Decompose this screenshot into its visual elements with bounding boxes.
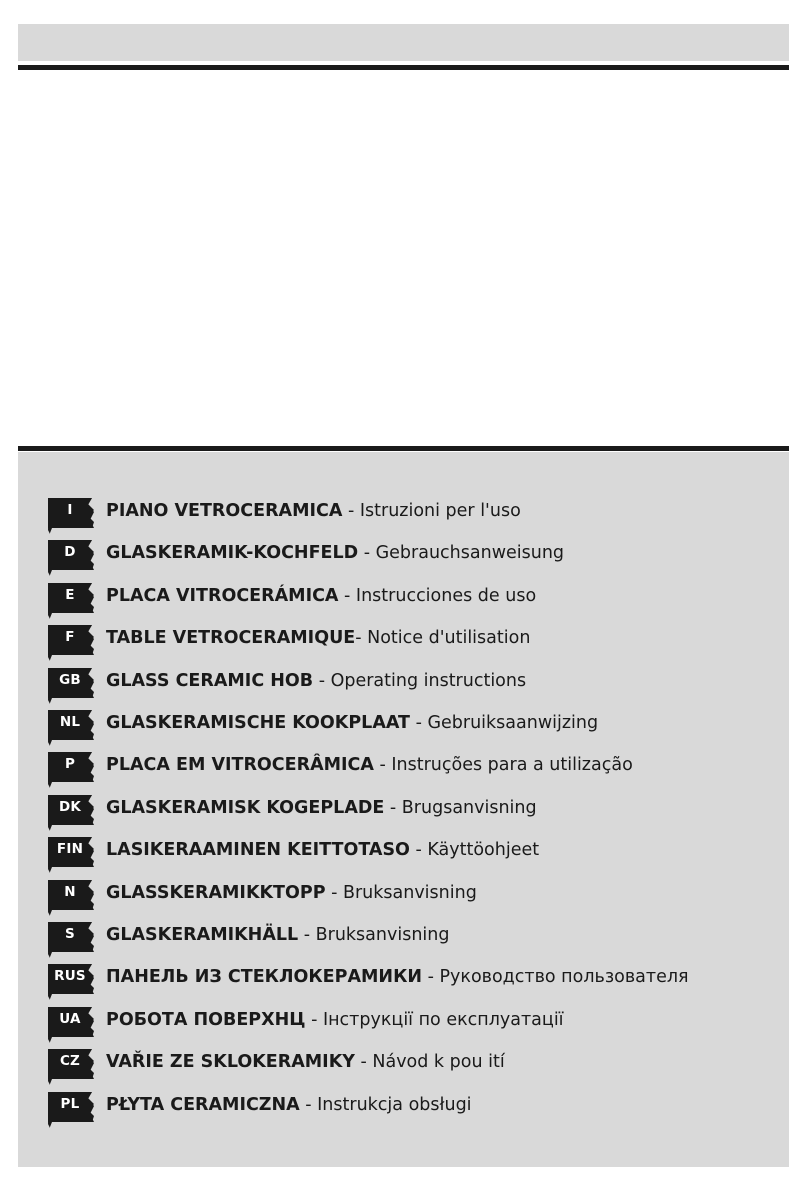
language-item bbox=[48, 752, 768, 788]
language-code: FIN bbox=[56, 841, 84, 858]
middle-rule bbox=[18, 446, 789, 451]
language-flag-tag bbox=[48, 1049, 96, 1085]
language-item bbox=[48, 583, 768, 619]
language-code: I bbox=[67, 502, 73, 518]
language-item bbox=[48, 880, 768, 916]
manual-subtitle: - Gebruiksaanwijzing bbox=[410, 713, 599, 733]
language-label bbox=[106, 924, 449, 946]
language-item bbox=[48, 1092, 768, 1128]
language-flag-tag bbox=[48, 1007, 96, 1043]
manual-subtitle: - Brugsanvisning bbox=[384, 797, 537, 818]
language-item bbox=[48, 795, 768, 831]
language-item bbox=[48, 540, 768, 576]
language-label bbox=[106, 500, 521, 522]
manual-subtitle: - Руководство пользователя bbox=[422, 967, 689, 988]
product-title: PŁYTA CERAMICZNA bbox=[106, 1094, 300, 1115]
product-title: PIANO VETROCERAMICA bbox=[106, 501, 343, 521]
product-title: PLACA VITROCERÁMICA bbox=[106, 585, 339, 606]
language-item bbox=[48, 710, 768, 746]
language-flag-tag bbox=[48, 795, 96, 831]
language-label bbox=[106, 1094, 472, 1116]
language-label bbox=[106, 839, 539, 861]
language-label bbox=[106, 585, 536, 607]
language-code: P bbox=[64, 756, 76, 773]
language-item bbox=[48, 922, 768, 958]
language-code: CZ bbox=[59, 1053, 81, 1070]
language-flag-tag bbox=[48, 498, 96, 534]
language-label bbox=[106, 797, 537, 819]
product-title: LASIKERAAMINEN KEITTOTASO bbox=[106, 840, 410, 861]
language-panel bbox=[18, 452, 789, 1167]
language-flag-tag bbox=[48, 1092, 96, 1128]
language-flag-tag bbox=[48, 837, 96, 873]
language-flag-tag bbox=[48, 540, 96, 576]
language-flag-tag bbox=[48, 625, 96, 661]
language-flag-tag bbox=[48, 880, 96, 916]
manual-subtitle: - Bruksanvisning bbox=[298, 925, 450, 945]
language-item bbox=[48, 1007, 768, 1043]
language-code: NL bbox=[59, 714, 81, 730]
language-label bbox=[106, 882, 477, 904]
language-flag-tag bbox=[48, 583, 96, 619]
language-code: F bbox=[65, 629, 75, 646]
manual-subtitle: - Návod k pou ití bbox=[354, 1052, 505, 1073]
manual-subtitle: - Instrucciones de uso bbox=[338, 585, 537, 606]
language-code: N bbox=[64, 883, 76, 900]
language-item bbox=[48, 625, 768, 661]
product-title: GLASS CERAMIC HOB bbox=[106, 670, 314, 691]
header-band bbox=[18, 24, 789, 61]
manual-subtitle: - Instrukcja obsługi bbox=[299, 1094, 472, 1115]
manual-subtitle: - Gebrauchsanweisung bbox=[358, 543, 565, 564]
language-code: RUS bbox=[54, 968, 86, 985]
manual-subtitle: - Käyttöohjeet bbox=[409, 840, 540, 861]
language-label bbox=[106, 754, 633, 776]
language-code: S bbox=[65, 926, 75, 942]
language-code: D bbox=[64, 544, 76, 561]
product-title: VAŘIE ZE SKLOKERAMIKY bbox=[106, 1052, 355, 1073]
manual-subtitle: - Istruzioni per l'uso bbox=[342, 501, 521, 521]
product-title: ПАНЕЛЬ ИЗ СТЕКЛОКЕРАМИКИ bbox=[106, 967, 423, 988]
language-item bbox=[48, 668, 768, 704]
language-label bbox=[106, 542, 564, 564]
manual-subtitle: - Operating instructions bbox=[313, 670, 527, 691]
top-rule bbox=[18, 65, 789, 70]
language-code: GB bbox=[59, 671, 81, 688]
language-flag-tag bbox=[48, 964, 96, 1000]
language-label bbox=[106, 670, 526, 692]
language-label bbox=[106, 712, 598, 734]
language-code: E bbox=[65, 586, 75, 603]
product-title: GLASKERAMIKHÄLL bbox=[106, 925, 299, 945]
language-flag-tag bbox=[48, 922, 96, 958]
language-flag-tag bbox=[48, 710, 96, 746]
language-item bbox=[48, 1049, 768, 1085]
language-label bbox=[106, 627, 530, 649]
language-code: DK bbox=[58, 798, 82, 815]
language-code: UA bbox=[59, 1010, 81, 1027]
language-flag-tag bbox=[48, 752, 96, 788]
manual-subtitle: - Notice d'utilisation bbox=[355, 628, 531, 649]
manual-subtitle: - Bruksanvisning bbox=[325, 882, 477, 903]
product-title: GLASKERAMISK KOGEPLADE bbox=[106, 797, 385, 818]
product-title: GLASKERAMIK-KOCHFELD bbox=[106, 543, 359, 564]
language-label bbox=[106, 1051, 505, 1073]
language-flag-tag bbox=[48, 668, 96, 704]
manual-subtitle: - Instruções para a utilização bbox=[373, 755, 633, 776]
product-title: PLACA EM VITROCERÂMICA bbox=[106, 755, 374, 776]
manual-subtitle: - Інструкції по експлуатації bbox=[305, 1009, 564, 1030]
language-label bbox=[106, 966, 689, 988]
product-title: GLASKERAMISCHE KOOKPLAAT bbox=[106, 713, 410, 733]
product-title: TABLE VETROCERAMIQUE bbox=[106, 628, 356, 649]
product-title: РОБОТА ПОВЕРХНЦ bbox=[106, 1009, 306, 1030]
language-item bbox=[48, 964, 768, 1000]
language-item bbox=[48, 837, 768, 873]
product-title: GLASSKERAMIKKTOPP bbox=[106, 882, 326, 903]
language-label bbox=[106, 1009, 564, 1031]
language-code: PL bbox=[60, 1095, 80, 1112]
language-item bbox=[48, 498, 768, 534]
